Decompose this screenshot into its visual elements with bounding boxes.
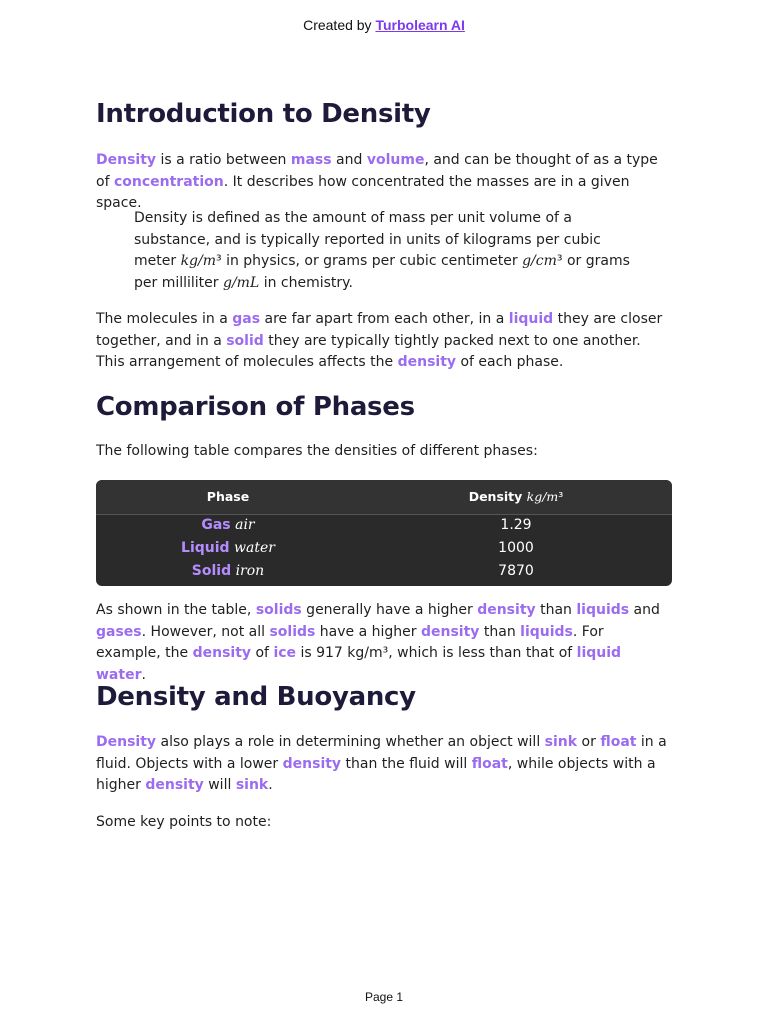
heading-comparison: Comparison of Phases <box>96 392 415 422</box>
table-row-liquid-phase: Liquid water <box>181 540 275 556</box>
blockquote-definition: Density is defined as the amount of mass per unit volume of a substance, and is typically reported in units of kilograms per cubic meter kg/m³ in physics, or grams per cubic centimeter g/cm³ or grams per milliliter g/mL in chemistry. <box>134 210 630 291</box>
column-header-phase: Phase <box>206 489 250 504</box>
table-row-gas-phase: Gas air <box>201 517 255 533</box>
turbolearn-link[interactable]: Turbolearn AI <box>375 17 465 33</box>
term-volume: volume <box>366 152 425 168</box>
math-g-ml: g/mL <box>223 274 260 291</box>
phase-density-table <box>96 480 672 586</box>
paragraph-key-points: Some key points to note: <box>96 814 272 830</box>
term-liquid: liquid <box>508 311 554 327</box>
page-number: Page 1 <box>364 990 404 1004</box>
table-row-solid-phase: Solid iron <box>191 563 265 579</box>
term-solid: solid <box>226 332 264 349</box>
term-gas: gas <box>232 311 261 327</box>
math-kg-m: kg/m <box>180 253 216 269</box>
table-cell-solid-density: 7870 <box>498 563 534 579</box>
math-g-cm: g/cm <box>522 253 557 269</box>
term-mass: mass <box>290 152 332 168</box>
column-header-density: Density kg/m³ <box>468 489 564 504</box>
paragraph-table-analysis: As shown in the table, solids generally have a higher density than liquids and gases. However, not all solids have a higher density than liquids. For example, the density of ice is 917 kg/m³, which is less than that of liquid water. <box>96 602 660 683</box>
paragraph-buoyancy: Density also plays a role in determining whether an object will sink or float in a fluid. Objects with a lower density than the fluid will float, while objects with a higher density will sink. <box>96 734 667 793</box>
term-density: Density <box>96 152 157 168</box>
table-header <box>96 480 672 515</box>
paragraph-density-intro: Density is a ratio between mass and volume, and can be thought of as a type of concentration. It describes how concentrated the masses are in a given space. <box>96 152 658 211</box>
credit-line <box>0 17 768 33</box>
term-density: density <box>397 354 457 370</box>
paragraph-molecules: The molecules in a gas are far apart from each other, in a liquid they are closer together, and in a solid they are typically tightly packed next to one another. This arrangement of molecules affects the density of each phase. <box>96 311 663 370</box>
table-cell-liquid-density: 1000 <box>498 540 534 556</box>
table-cell-gas-density: 1.29 <box>500 517 532 533</box>
heading-introduction: Introduction to Density <box>96 99 431 129</box>
heading-buoyancy: Density and Buoyancy <box>96 682 416 712</box>
term-concentration: concentration <box>113 173 224 190</box>
paragraph-table-intro: The following table compares the densities of different phases: <box>96 443 538 459</box>
credit-prefix: Created by <box>303 17 376 33</box>
